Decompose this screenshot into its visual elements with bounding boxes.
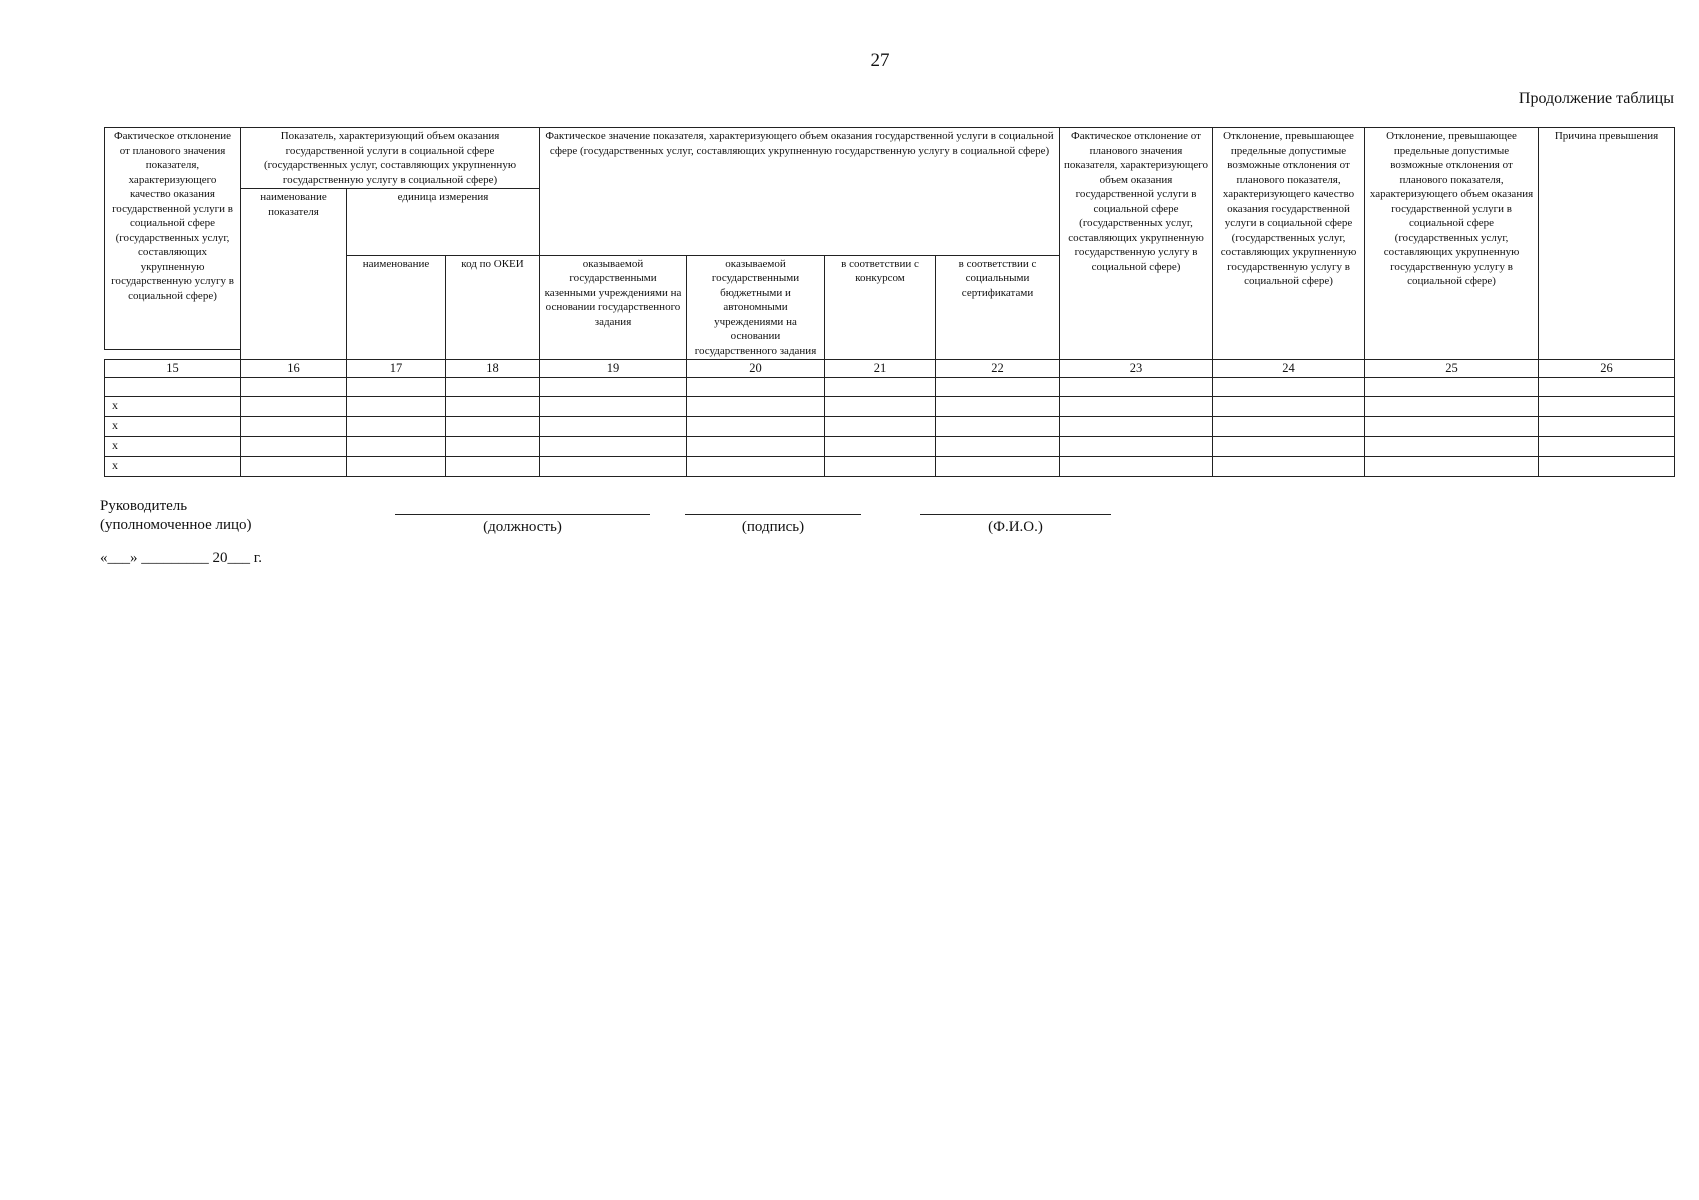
x-mark: x xyxy=(105,397,241,417)
header-volume-indicator: Показатель, характеризующий объем оказания государственной услуги в социальной сфере (государственных услуг, составляющих укрупненную государственную услугу в социальной сфере) xyxy=(241,128,540,189)
col-number: 17 xyxy=(347,360,446,378)
col-number: 25 xyxy=(1365,360,1539,378)
table-row xyxy=(105,417,1675,437)
header-col21: в соответствии с конкурсом xyxy=(825,255,936,360)
continuation-label: Продолжение таблицы xyxy=(1518,90,1674,107)
name-caption: (Ф.И.О.) xyxy=(988,519,1043,535)
col-number: 23 xyxy=(1060,360,1213,378)
table-row xyxy=(105,378,1675,397)
col-number: 15 xyxy=(105,360,241,378)
col-number: 16 xyxy=(241,360,347,378)
date-line: «___» _________ 20___ г. xyxy=(100,550,262,566)
col-number: 22 xyxy=(936,360,1060,378)
name-line xyxy=(920,514,1111,515)
signer-role-title: Руководитель xyxy=(100,498,188,514)
table-row xyxy=(105,457,1675,477)
header-col18: код по ОКЕИ xyxy=(446,255,540,360)
header-col15: Фактическое отклонение от планового значения показателя, характеризующего качество оказания государственной услуги в социальной сфере (государственных услуг, составляющих укрупненную государственную услугу в социальной сфере) xyxy=(105,128,241,350)
signer-role xyxy=(100,497,252,535)
x-mark: x xyxy=(105,437,241,457)
col-number: 20 xyxy=(687,360,825,378)
col-number: 24 xyxy=(1213,360,1365,378)
header-col20: оказываемой государственными бюджетными и автономными учреждениями на основании государственного задания xyxy=(687,255,825,360)
report-table xyxy=(104,127,1675,477)
x-mark: x xyxy=(105,417,241,437)
col-number: 19 xyxy=(540,360,687,378)
page-number: 27 xyxy=(870,50,890,71)
header-unit: единица измерения xyxy=(347,189,540,256)
table-row xyxy=(105,437,1675,457)
table-row xyxy=(105,397,1675,417)
col-number: 26 xyxy=(1539,360,1675,378)
signer-role-subtitle: (уполномоченное лицо) xyxy=(100,517,252,533)
header-col26: Причина превышения xyxy=(1539,128,1675,360)
header-col16: наименование показателя xyxy=(241,189,347,360)
position-caption: (должность) xyxy=(483,519,562,535)
sign-caption: (подпись) xyxy=(741,519,805,535)
col-number: 21 xyxy=(825,360,936,378)
header-col23: Фактическое отклонение от планового значения показателя, характеризующего объем оказания государственной услуги в социальной сфере (государственных услуг, составляющих укрупненную государственную услугу в социальной сфере) xyxy=(1060,128,1213,360)
position-line xyxy=(395,514,650,515)
col-number: 18 xyxy=(446,360,540,378)
header-col19: оказываемой государственными казенными учреждениями на основании государственного задания xyxy=(540,255,687,360)
header-col22: в соответствии с социальными сертификатами xyxy=(936,255,1060,360)
sign-line xyxy=(685,514,861,515)
x-mark: x xyxy=(105,457,241,477)
header-col17: наименование xyxy=(347,255,446,360)
header-col25: Отклонение, превышающее предельные допустимые возможные отклонения от планового показателя, характеризующего объем оказания государственной услуги в социальной сфере (государственных услуг, составляющих укрупненную государственную услугу в социальной сфере) xyxy=(1365,128,1539,360)
header-col24: Отклонение, превышающее предельные допустимые возможные отклонения от планового показателя, характеризующего качество оказания государственной услуги в социальной сфере (государственных услуг, составляющих укрупненную государственную услугу в социальной сфере) xyxy=(1213,128,1365,360)
signature-block xyxy=(100,497,1200,587)
header-actual-value: Фактическое значение показателя, характеризующего объем оказания государственной услуги в социальной сфере (государственных услуг, составляющих укрупненную государственную услугу в социальной сфере) xyxy=(540,128,1060,256)
